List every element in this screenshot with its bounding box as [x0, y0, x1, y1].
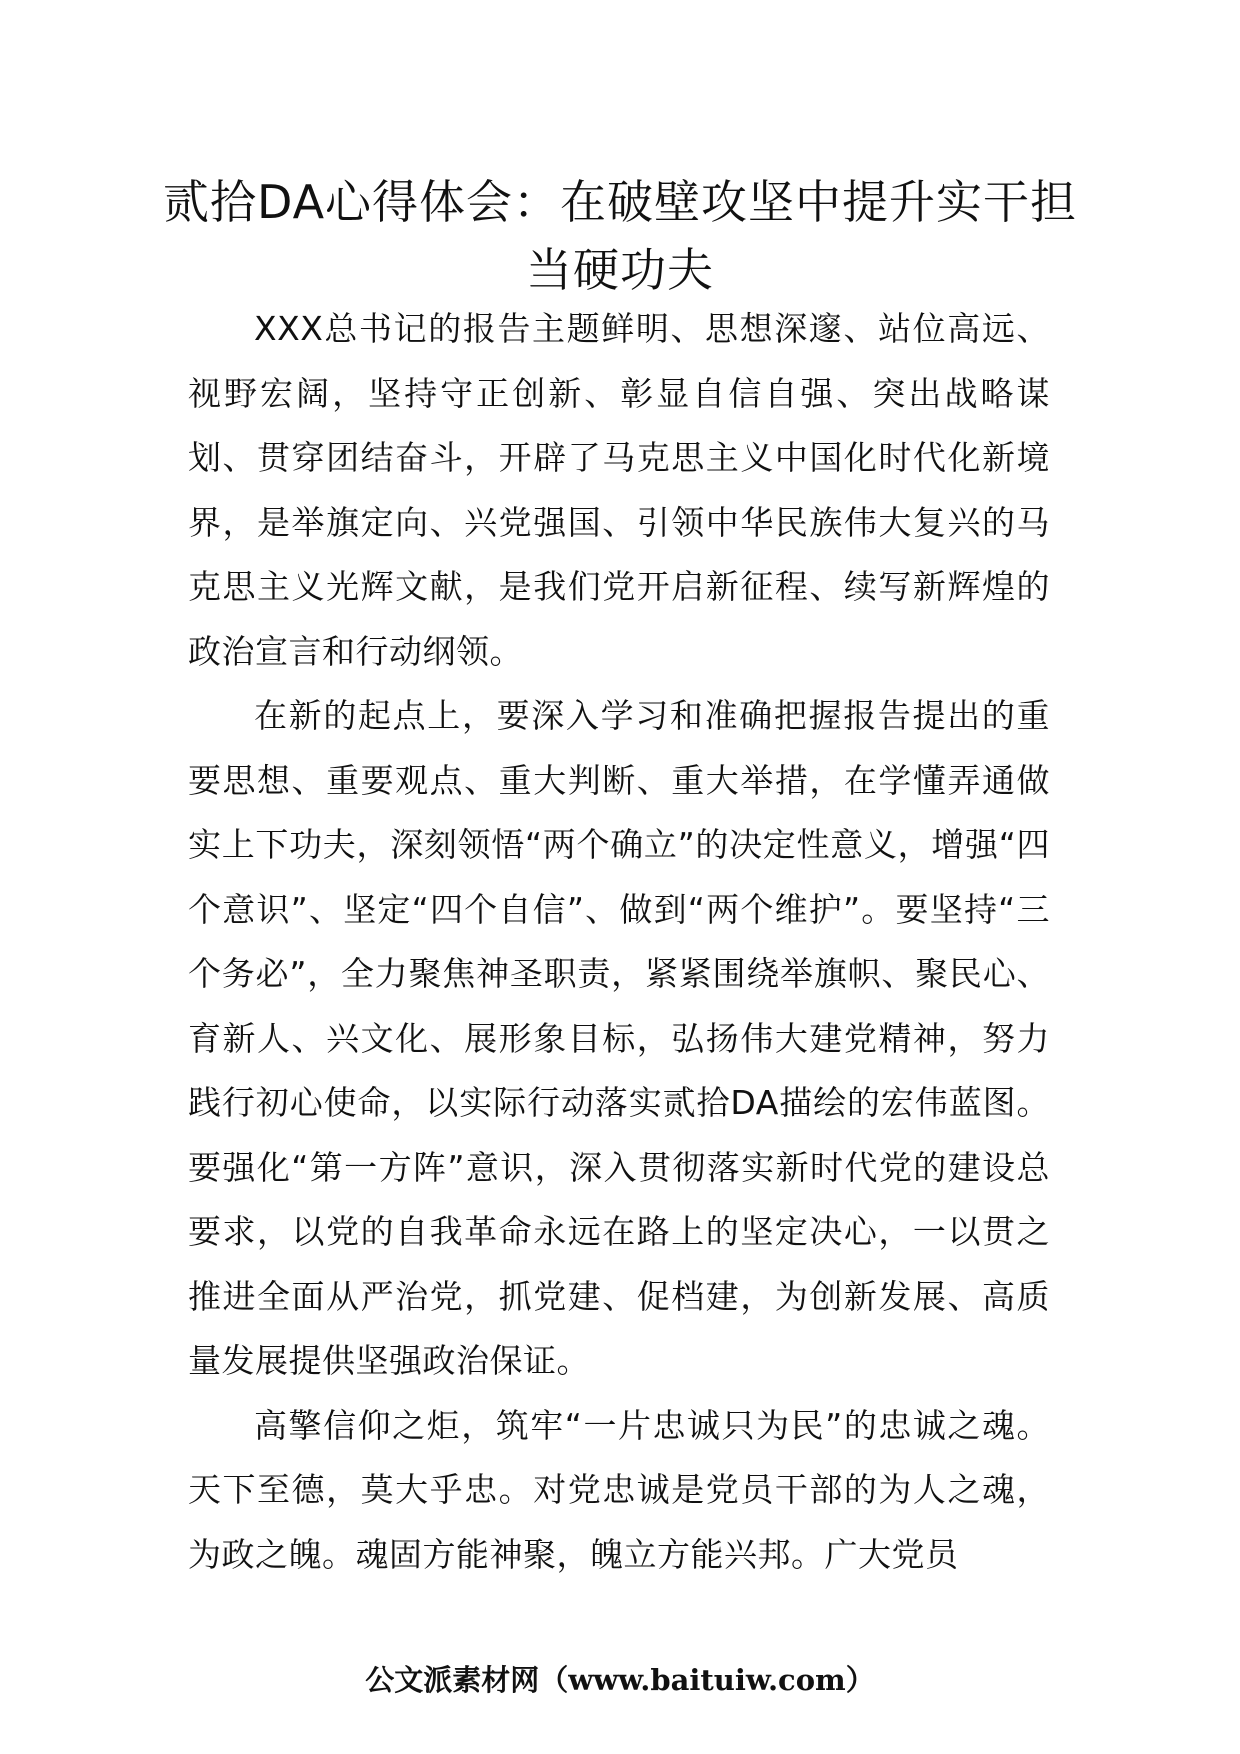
footer-source-watermark: 公文派素材网（www.baituiw.com）: [365, 1663, 875, 1697]
document-title: 贰拾DA心得体会：在破壁攻坚中提升实干担当硬功夫: [162, 175, 1078, 297]
paragraph-3: 高擎信仰之炬，筑牢“一片忠诚只为民”的忠诚之魂。天下至德，莫大乎忠。对党忠诚是党员干部的为人之魂，为政之魄。魂固方能神聚，魄立方能兴邦。广大党员: [188, 1405, 1050, 1574]
paragraph-1: XXX总书记的报告主题鲜明、思想深邃、站位高远、视野宏阔，坚持守正创新、彰显自信自强、突出战略谋划、贯穿团结奋斗，开辟了马克思主义中国化时代化新境界，是举旗定向、兴党强国、引领中华民族伟大复兴的马克思主义光辉文献，是我们党开启新征程、续写新辉煌的政治宣言和行动纲领。: [188, 309, 1050, 671]
document-body: [188, 297, 1050, 1587]
paragraph-2: 在新的起点上，要深入学习和准确把握报告提出的重要思想、重要观点、重大判断、重大举措，在学懂弄通做实上下功夫，深刻领悟“两个确立”的决定性意义，增强“四个意识”、坚定“四个自信”、做到“两个维护”。要坚持“三个务必”，全力聚焦神圣职责，紧紧围绕举旗帜、聚民心、育新人、兴文化、展形象目标，弘扬伟大建党精神，努力践行初心使命，以实际行动落实贰拾DA描绘的宏伟蓝图。要强化“第一方阵”意识，深入贯彻落实新时代党的建设总要求，以党的自我革命永远在路上的坚定决心，一以贯之推进全面从严治党，抓党建、促档建，为创新发展、高质量发展提供坚强政治保证。: [188, 696, 1050, 1380]
